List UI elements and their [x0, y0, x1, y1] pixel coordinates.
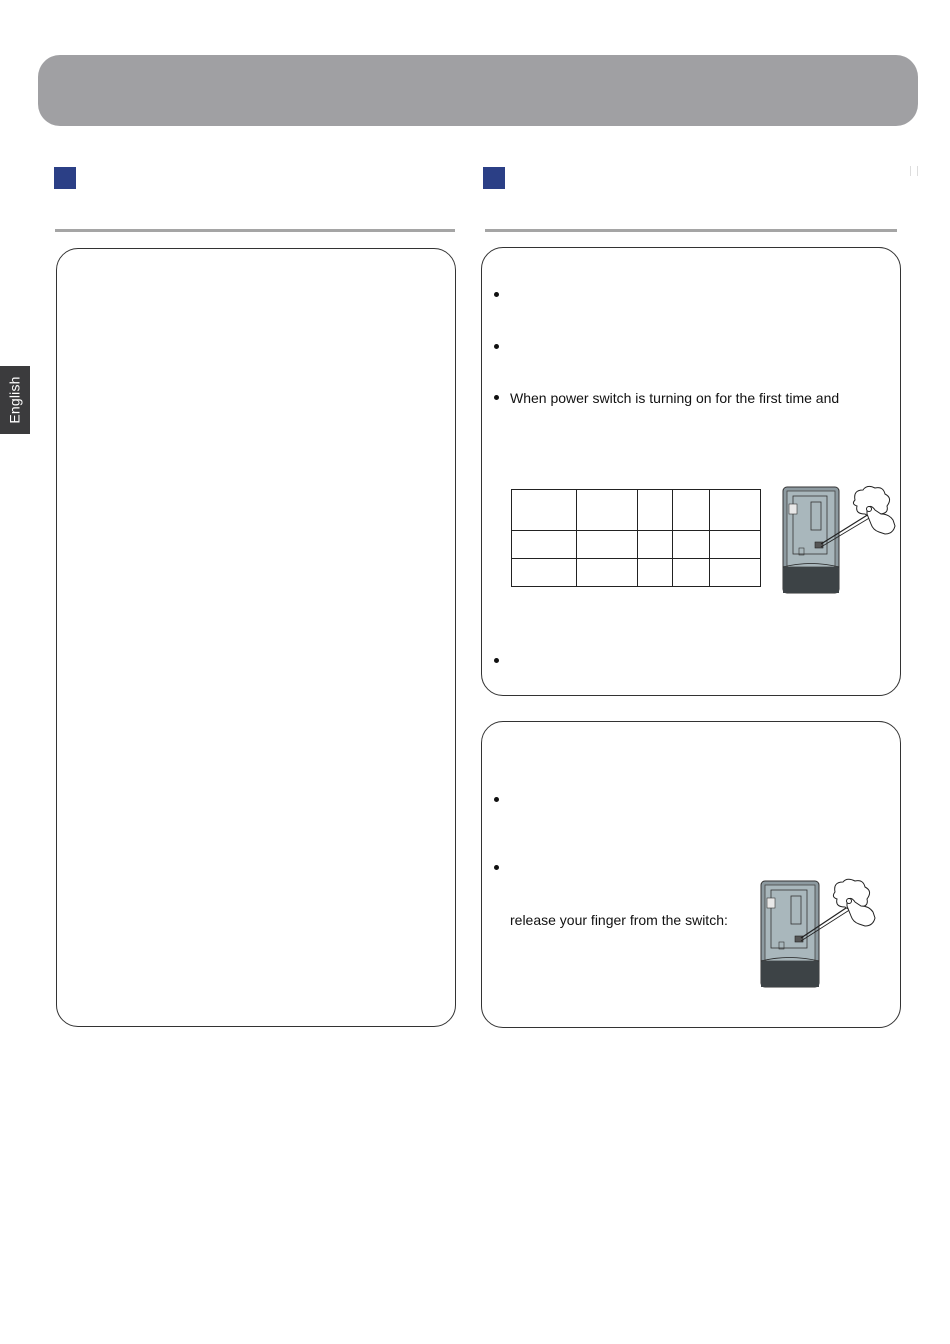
- bullet-dot: [494, 797, 499, 802]
- table-cell: [577, 559, 638, 587]
- table-row: [512, 490, 761, 531]
- table-cell: [638, 559, 673, 587]
- table-cell: [577, 490, 638, 531]
- unit-switch-illustration: [781, 484, 899, 596]
- right-bottom-panel: [481, 721, 901, 1028]
- table-cell: [710, 559, 761, 587]
- table-cell: [512, 531, 577, 559]
- language-tab-label: English: [7, 376, 24, 424]
- bullet-dot: [494, 344, 499, 349]
- language-tab: [0, 366, 30, 434]
- left-section-marker: [54, 167, 76, 189]
- table-cell: [673, 490, 710, 531]
- bullet-dot: [494, 395, 499, 400]
- left-section-rule: [55, 229, 455, 232]
- table-cell: [638, 531, 673, 559]
- table-cell: [673, 559, 710, 587]
- right-top-panel: [481, 247, 901, 696]
- table-cell: [577, 531, 638, 559]
- continuation-text: release your finger from the switch:: [510, 912, 728, 928]
- right-section-marker: [483, 167, 505, 189]
- bullet-text: When power switch is turning on for the first time and: [510, 390, 840, 406]
- table-cell: [710, 531, 761, 559]
- table-row: [512, 531, 761, 559]
- unit-switch-illustration: [759, 878, 879, 990]
- bullet-dot: [494, 658, 499, 663]
- bullet-dot: [494, 865, 499, 870]
- table-row: [512, 559, 761, 587]
- settings-table: [511, 489, 761, 587]
- header-bar: [38, 55, 918, 126]
- table-cell: [512, 490, 577, 531]
- page-mark: [910, 166, 918, 176]
- bullet-dot: [494, 292, 499, 297]
- left-content-panel: [56, 248, 456, 1027]
- table-cell: [512, 559, 577, 587]
- table-cell: [673, 531, 710, 559]
- table-cell: [710, 490, 761, 531]
- right-section-rule: [485, 229, 897, 232]
- table-cell: [638, 490, 673, 531]
